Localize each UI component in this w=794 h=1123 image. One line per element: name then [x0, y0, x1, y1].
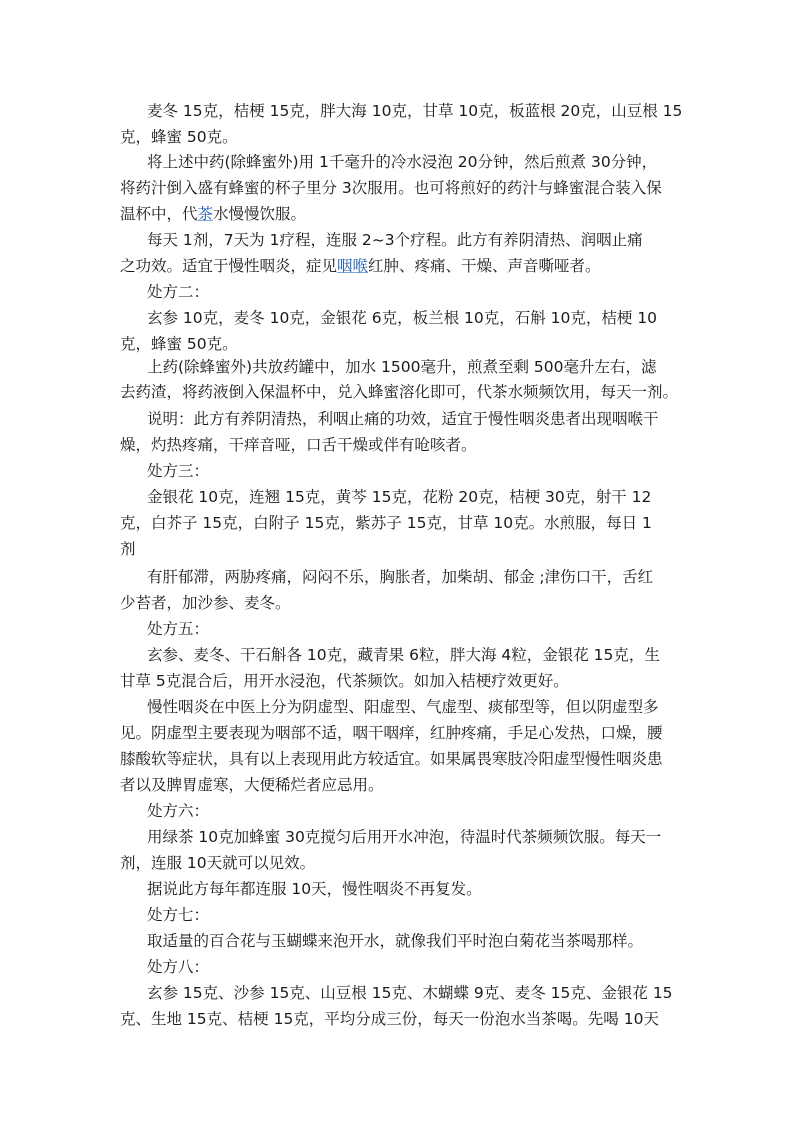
- text-line: 少苔者，加沙参、麦冬。: [120, 594, 291, 612]
- text-line: 剂，连服 10天就可以见效。: [120, 854, 316, 872]
- section-heading: 处方二：: [147, 283, 210, 301]
- section-heading: 处方三：: [147, 462, 210, 480]
- text-line: 见。阴虚型主要表现为咽部不适，咽干咽痒，红肿疼痛，手足心发热，口燥，腰: [120, 724, 663, 742]
- text-segment: 红肿、疼痛、干燥、声音嘶哑者。: [368, 257, 601, 275]
- text-line: 取适量的百合花与玉蝴蝶来泡开水，就像我们平时泡白菊花当茶喝那样。: [147, 932, 644, 950]
- text-segment: 水慢慢饮服。: [213, 205, 307, 223]
- section-heading: 处方五：: [147, 620, 210, 638]
- text-line: 膝酸软等症状，具有以上表现用此方较适宜。如果属畏寒肢冷阳虚型慢性咽炎患: [120, 750, 663, 768]
- text-line: 克，白芥子 15克，白附子 15克，紫苏子 15克，甘草 10克。水煎服，每日 1: [120, 514, 652, 532]
- text-line: 说明：此方有养阴清热，利咽止痛的功效，适宜于慢性咽炎患者出现咽喉干: [147, 410, 659, 428]
- text-line: [120, 203, 306, 225]
- section-heading: 处方七：: [147, 906, 210, 924]
- text-line: 据说此方每年都连服 10天，慢性咽炎不再复发。: [147, 880, 482, 898]
- text-line: 每天 1剂，7天为 1疗程，连服 2~3个疗程。此方有养阴清热、润咽止痛: [147, 231, 643, 249]
- text-line: 金银花 10克，连翘 15克，黄芩 15克，花粉 20克，桔梗 30克，射干 12: [147, 488, 652, 506]
- text-line: 慢性咽炎在中医上分为阴虚型、阳虚型、气虚型、痰郁型等，但以阴虚型多: [147, 698, 659, 716]
- text-line: 玄参、麦冬、干石斛各 10克，藏青果 6粒，胖大海 4粒，金银花 15克，生: [147, 646, 660, 664]
- section-heading: 处方六：: [147, 802, 210, 820]
- text-line: 有肝郁滞，两胁疼痛，闷闷不乐，胸胀者，加柴胡、郁金 ;津伤口干，舌红: [147, 568, 654, 586]
- tea-link[interactable]: 茶: [197, 205, 214, 223]
- text-line: 玄参 10克，麦冬 10克，金银花 6克，板兰根 10克，石斛 10克，桔梗 10: [147, 309, 658, 327]
- text-line: 甘草 5克混合后，用开水浸泡，代茶频饮。如加入桔梗疗效更好。: [120, 672, 569, 690]
- text-line: 将上述中药(除蜂蜜外)用 1千毫升的冷水浸泡 20分钟，然后煎煮 30分钟，: [147, 153, 658, 171]
- text-line: 者以及脾胃虚寒，大便稀烂者应忌用。: [120, 776, 384, 794]
- text-line: 用绿茶 10克加蜂蜜 30克搅匀后用开水冲泡，待温时代茶频频饮服。每天一: [147, 828, 662, 846]
- text-line: 去药渣，将药液倒入保温杯中，兑入蜂蜜溶化即可，代茶水频频饮用，每天一剂。: [120, 383, 679, 401]
- text-segment: 之功效。适宜于慢性咽炎，症见: [120, 257, 338, 275]
- text-segment: 温杯中，代: [120, 205, 198, 223]
- text-line: [120, 255, 601, 277]
- section-heading: 处方八：: [147, 958, 210, 976]
- text-line: 上药(除蜂蜜外)共放药罐中，加水 1500毫升，煎煮至剩 500毫升左右，滤: [147, 358, 657, 376]
- throat-link[interactable]: 咽喉: [337, 257, 369, 275]
- text-line: 克，蜂蜜 50克。: [120, 128, 238, 146]
- text-line: 麦冬 15克，桔梗 15克，胖大海 10克，甘草 10克，板蓝根 20克，山豆根 15: [147, 102, 683, 120]
- text-line: 克，蜂蜜 50克。: [120, 335, 238, 353]
- text-line: 燥，灼热疼痛，干痒音哑，口舌干燥或伴有呛咳者。: [120, 436, 477, 454]
- text-line: 玄参 15克、沙参 15克、山豆根 15克、木蝴蝶 9克、麦冬 15克、金银花 15: [147, 984, 673, 1002]
- text-line: 剂: [120, 540, 136, 558]
- text-line: 克、生地 15克、桔梗 15克，平均分成三份，每天一份泡水当茶喝。先喝 10天: [120, 1010, 659, 1028]
- text-line: 将药汁倒入盛有蜂蜜的杯子里分 3次服用。也可将煎好的药汁与蜂蜜混合装入保: [120, 179, 662, 197]
